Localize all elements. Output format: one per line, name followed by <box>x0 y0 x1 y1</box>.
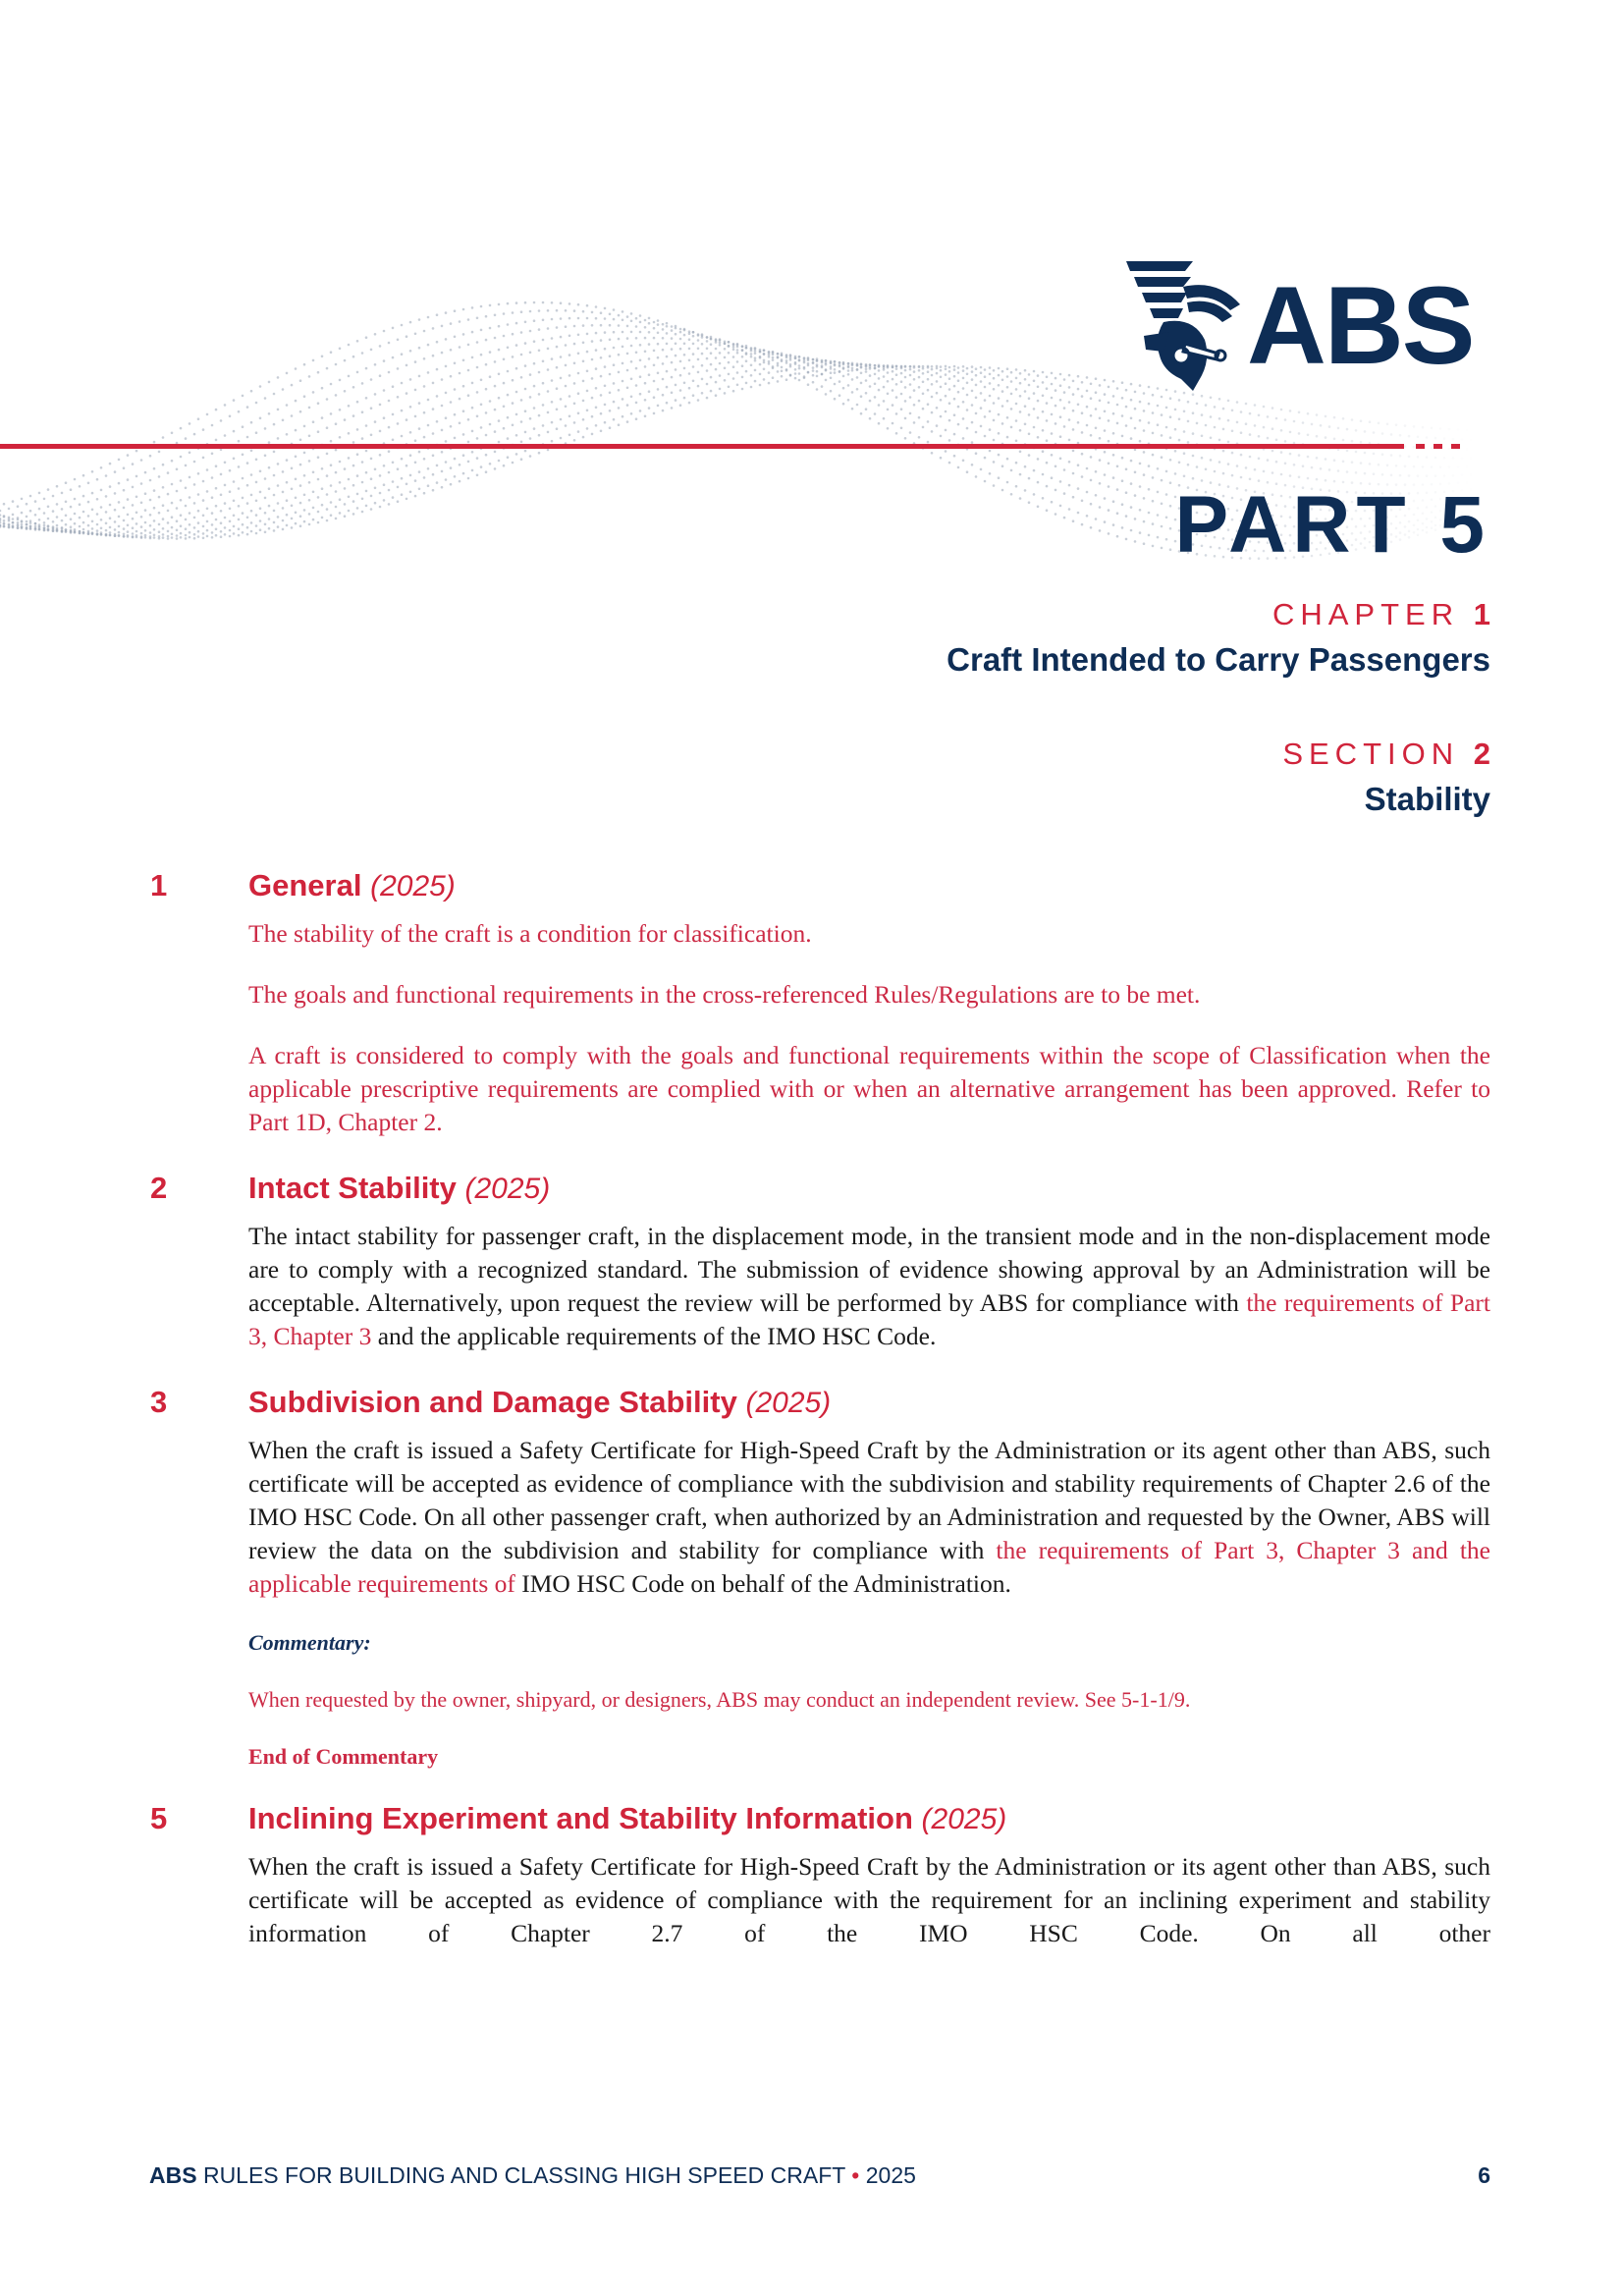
section-label-text: SECTION <box>1282 737 1460 771</box>
paragraph-text: IMO HSC Code on behalf of the Administration. <box>514 1569 1011 1598</box>
document-body <box>147 864 1490 1978</box>
section-number: 3 <box>150 1385 168 1419</box>
chapter-label <box>1272 597 1490 632</box>
paragraph: When the craft is issued a Safety Certificate for High-Speed Craft by the Administration or its agent other than ABS, such certificate will be accepted as evidence of compliance with the requirement for an inclining experiment and stability information of Chapter 2.7 of the IMO HSC Code. On all other <box>248 1852 1490 1947</box>
commentary-label: Commentary: <box>248 1630 371 1655</box>
heading-text: Inclining Experiment and Stability Information <box>248 1801 913 1835</box>
heading-year: (2025) <box>745 1387 832 1419</box>
chapter-number: 1 <box>1473 597 1490 631</box>
paragraph-text: The intact stability for passenger craft, in the displacement mode, in the transient mode and in the non-displacement mode are to comply with a recognized standard. The submission of evidence showing approval by an Administration will be acceptable. Alternatively, upon request the review will be performed by ABS for compliance with <box>248 1222 1490 1317</box>
paragraph: The stability of the craft is a condition for classification. <box>248 919 812 948</box>
paragraph: The goals and functional requirements in the cross-referenced Rules/Regulations are to be met. <box>248 980 1201 1009</box>
section-number: 2 <box>150 1171 168 1205</box>
heading-year: (2025) <box>370 870 456 902</box>
heading-year: (2025) <box>464 1173 551 1205</box>
section-heading-intact-stability <box>147 1167 1490 1210</box>
section-heading-title <box>248 1167 550 1211</box>
abs-logo <box>1124 257 1488 395</box>
page-footer <box>149 2160 1490 2190</box>
red-divider-line <box>0 444 1404 449</box>
section-title: Stability <box>1364 781 1490 817</box>
part-title: PART 5 <box>1174 480 1490 570</box>
cross-reference-link[interactable]: the requirements of Part 3, Chapter 3 <box>248 1288 1490 1350</box>
section-heading-subdivision <box>147 1381 1490 1424</box>
section-number: 5 <box>150 1801 168 1835</box>
commentary-end: End of Commentary <box>248 1744 439 1769</box>
section-label <box>1282 737 1490 772</box>
red-divider-dots <box>1416 444 1469 462</box>
eagle-emblem-icon <box>1124 257 1247 395</box>
section-number: 1 <box>150 868 168 902</box>
footer-brand: ABS <box>149 2162 197 2188</box>
cross-reference-link[interactable]: the requirements of Part 3, Chapter 3 and the applicable requirements of <box>248 1536 1490 1598</box>
commentary-text: When requested by the owner, shipyard, or designers, ABS may conduct an independent review. See 5-1-1/9. <box>248 1687 1191 1712</box>
paragraph <box>248 1220 1490 1353</box>
footer-separator: • <box>851 2162 860 2188</box>
paragraph-text: and the applicable requirements of the IMO HSC Code. <box>371 1322 937 1350</box>
chapter-title: Craft Intended to Carry Passengers <box>947 641 1490 678</box>
heading-text: Intact Stability <box>248 1171 457 1205</box>
page-number: 6 <box>1478 2162 1490 2188</box>
section-heading-general <box>147 864 1490 907</box>
section-heading-title <box>248 864 456 908</box>
paragraph <box>248 1434 1490 1601</box>
abs-logo-text: ABS <box>1247 264 1474 387</box>
paragraph-text: When the craft is issued a Safety Certificate for High-Speed Craft by the Administration or its agent other than ABS, such certificate will be accepted as evidence of compliance with the subdivision and stability requirements of Chapter 2.6 of the IMO HSC Code. On all other passenger craft, when authorized by an Administration and requested by the Owner, ABS will review the data on the subdivision and stability for compliance with <box>248 1436 1490 1564</box>
section-number: 2 <box>1473 737 1490 771</box>
heading-text: Subdivision and Damage Stability <box>248 1385 737 1419</box>
footer-year: 2025 <box>865 2162 916 2188</box>
paragraph: A craft is considered to comply with the goals and functional requirements within the scope of Classification when the applicable prescriptive requirements are complied with or when an alternative arrangement has been approved. Refer to Part 1D, Chapter 2. <box>248 1041 1490 1136</box>
heading-text: General <box>248 868 362 902</box>
heading-year: (2025) <box>921 1803 1007 1835</box>
section-heading-title <box>248 1381 831 1425</box>
section-heading-inclining <box>147 1797 1490 1840</box>
section-heading-title <box>248 1797 1006 1841</box>
chapter-label-text: CHAPTER <box>1271 597 1460 631</box>
footer-title: RULES FOR BUILDING AND CLASSING HIGH SPEED CRAFT <box>202 2162 845 2188</box>
